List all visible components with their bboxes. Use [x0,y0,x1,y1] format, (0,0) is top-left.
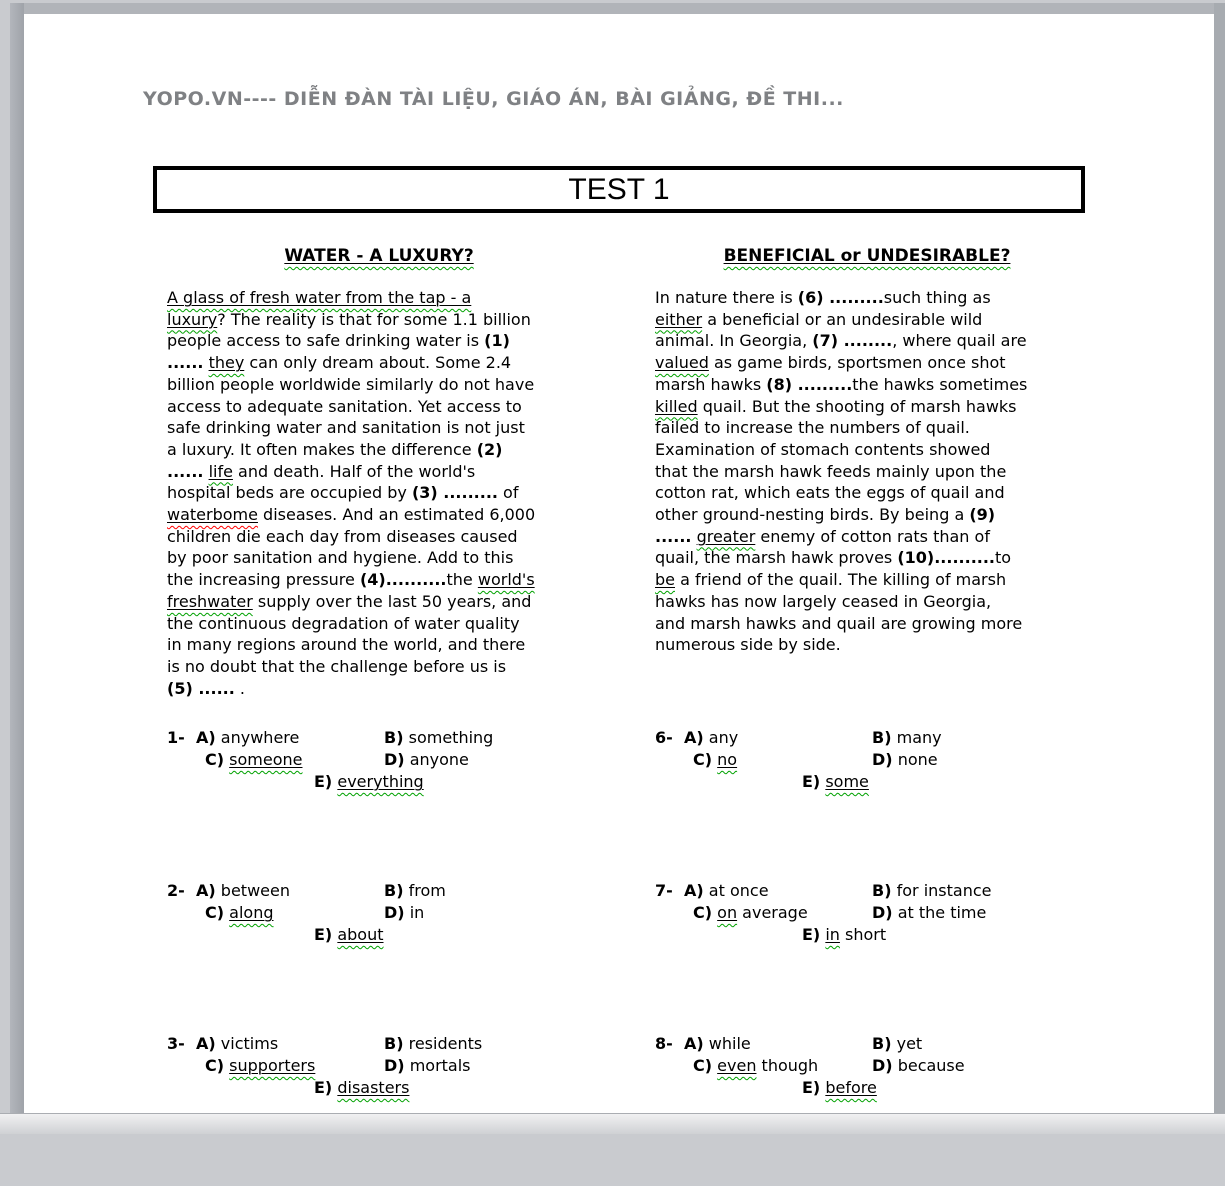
option-label: D) [872,750,893,769]
answer-option-a: A) victims [196,1034,279,1053]
answer-option-e [314,1078,409,1097]
passage-left-body [167,287,591,699]
option-label: C) [205,750,225,769]
test-title-box [153,166,1085,213]
question-block [655,1033,1079,1099]
answer-option-b: B) yet [872,1034,923,1053]
question-block [167,880,591,946]
green-squiggle-word: even [717,1056,757,1075]
answer-option-b: B) many [872,728,942,747]
green-squiggle-word: killed [655,396,698,416]
passage-left-title [167,245,591,267]
answer-option-d: D) in [384,903,425,922]
answer-option-d: D) none [872,750,938,769]
option-label: E) [802,772,821,791]
answer-option-d: D) anyone [384,750,469,769]
test-title: TEST 1 [568,172,670,206]
option-label: A) [684,728,704,747]
passage-left-column [167,245,591,699]
answer-option-e [314,925,384,944]
option-label: B) [384,728,404,747]
passage-line: safe drinking water and sanitation is not just [167,418,525,438]
answer-option-c: C) on average [693,903,808,922]
question-number: 2- [167,881,185,900]
option-label: A) [196,1034,216,1053]
question-block [167,727,591,793]
green-squiggle-word: someone [229,750,303,769]
answer-option-e [802,1078,877,1097]
viewer-right-edge [1214,3,1225,1113]
answer-option-a: A) at once [684,881,769,900]
green-squiggle-word: some [825,772,869,791]
passage-line: hospital beds are occupied by (3) ......... of [167,483,519,503]
green-squiggle-word: no [717,750,738,769]
option-label: D) [384,903,405,922]
option-label: D) [384,1056,405,1075]
option-label: E) [314,925,333,944]
passage-line: ...... they can only dream about. Some 2.4 [167,353,512,373]
passage-right-body [655,287,1079,656]
green-squiggle-word: along [229,903,274,922]
passage-line: in many regions around the world, and there [167,635,526,655]
passage-line: access to adequate sanitation. Yet access to [167,396,522,416]
passage-line: and marsh hawks and quail are growing more [655,613,1023,633]
option-label: B) [384,881,404,900]
option-label: E) [802,925,821,944]
answer-option-e [802,772,869,791]
question-block [655,727,1079,793]
passage-line: valued as game birds, sportsmen once shot [655,353,1006,373]
answer-option-c [693,750,737,769]
question-number: 3- [167,1034,185,1053]
question-block [655,880,1079,946]
green-squiggle-word: world's [477,570,535,590]
green-squiggle-word: greater [696,526,756,546]
option-label: B) [872,728,892,747]
green-squiggle-word: valued [655,353,709,373]
passage-line: the continuous degradation of water quality [167,613,520,633]
answer-option-a: A) anywhere [196,728,300,747]
passage-line: (5) ...... . [167,678,245,698]
passage-line: that the marsh hawk feeds mainly upon the [655,461,1007,481]
green-squiggle-word: everything [337,772,424,791]
question-number: 1- [167,728,185,747]
watermark-header: YOPO.VN---- DIỄN ĐÀN TÀI LIỆU, GIÁO ÁN, BÀI GIẢNG, ĐỀ THI... [143,88,844,110]
green-squiggle-word: luxury [167,309,218,329]
passage-line: people access to safe drinking water is (1) [167,331,510,351]
passage-line: be a friend of the quail. The killing of marsh [655,570,1007,590]
green-squiggle-word: life [208,461,233,481]
green-squiggle-word: in [825,925,840,944]
question-number: 7- [655,881,673,900]
option-label: B) [872,881,892,900]
passage-line: billion people worldwide similarly do not have [167,374,535,394]
option-label: B) [384,1034,404,1053]
option-label: C) [693,903,713,922]
green-squiggle-word: before [825,1078,877,1097]
option-label: E) [802,1078,821,1097]
answer-option-d: D) because [872,1056,965,1075]
answer-option-a: A) between [196,881,290,900]
passage-line: is no doubt that the challenge before us is [167,656,507,676]
answer-option-c [205,750,302,769]
passage-line: failed to increase the numbers of quail. [655,418,970,438]
passage-line: the increasing pressure (4)..........the world's [167,570,535,590]
answer-option-b: B) for instance [872,881,992,900]
green-squiggle-word: on [717,903,738,922]
answer-option-a: A) while [684,1034,751,1053]
green-squiggle-word: supporters [229,1056,316,1075]
passage-line: children die each day from diseases caused [167,526,518,546]
option-label: A) [684,881,704,900]
question-block [167,1033,591,1099]
answer-option-e [314,772,424,791]
passage-line: marsh hawks (8) .........the hawks sometimes [655,374,1028,394]
passage-line: ...... greater enemy of cotton rats than of [655,526,990,546]
red-squiggle-word: waterbome [167,505,258,525]
option-label: A) [684,1034,704,1053]
option-label: B) [872,1034,892,1053]
passage-line: animal. In Georgia, (7) ........, where quail are [655,331,1027,351]
passage-line: hawks has now largely ceased in Georgia, [655,591,992,611]
option-label: D) [384,750,405,769]
answer-option-a: A) any [684,728,739,747]
answer-option-c [205,1056,315,1075]
document-page[interactable] [24,14,1214,1113]
option-label: D) [872,1056,893,1075]
answer-option-b: B) from [384,881,446,900]
viewer-left-edge [10,3,24,1113]
passage-line: freshwater supply over the last 50 years, and [167,591,532,611]
passage-line: waterbome diseases. And an estimated 6,000 [167,505,536,525]
option-label: E) [314,772,333,791]
answer-option-e: E) in short [802,925,887,944]
option-label: C) [693,1056,713,1075]
option-label: E) [314,1078,333,1097]
option-label: A) [196,881,216,900]
passage-line: quail, the marsh hawk proves (10)..........to [655,548,1012,568]
passage-right-title [655,245,1079,267]
questions-left [167,727,591,1186]
green-squiggle-word: WATER - A LUXURY? [284,246,474,266]
passage-line: a luxury. It often makes the difference (2) [167,439,503,459]
green-squiggle-word: be [655,570,675,590]
answer-option-d: D) mortals [384,1056,471,1075]
green-squiggle-word: either [655,309,703,329]
passage-line: killed quail. But the shooting of marsh hawks [655,396,1017,416]
passage-line: numerous side by side. [655,635,841,655]
passage-line: In nature there is (6) .........such thing as [655,288,991,307]
answer-option-c: C) even though [693,1056,819,1075]
answer-option-b: B) residents [384,1034,483,1053]
option-label: A) [196,728,216,747]
question-number: 6- [655,728,673,747]
answer-option-c [205,903,274,922]
green-squiggle-word: about [337,925,384,944]
passage-line: luxury? The reality is that for some 1.1 billion [167,309,531,329]
passage-line: cotton rat, which eats the eggs of quail and [655,483,1005,503]
green-squiggle-word: BENEFICIAL or UNDESIRABLE? [723,246,1011,266]
questions-right [655,727,1079,1186]
passage-line: by poor sanitation and hygiene. Add to this [167,548,514,568]
answer-option-d: D) at the time [872,903,987,922]
passage-line: other ground-nesting birds. By being a (9) [655,505,996,525]
passage-line [167,287,591,309]
passage-line: either a beneficial or an undesirable wild [655,309,983,329]
option-label: D) [872,903,893,922]
passage-line: ...... life and death. Half of the world's [167,461,476,481]
green-squiggle-word: they [208,353,245,373]
option-label: C) [205,903,225,922]
answer-option-b: B) something [384,728,494,747]
green-squiggle-word: A glass of fresh water from the tap - a [167,288,472,307]
option-label: C) [205,1056,225,1075]
green-squiggle-word: freshwater [167,591,253,611]
green-squiggle-word: disasters [337,1078,410,1097]
viewer-top-band [10,3,1225,14]
passage-line: Examination of stomach contents showed [655,439,991,459]
option-label: C) [693,750,713,769]
passage-right-column [655,245,1079,656]
question-number: 8- [655,1034,673,1053]
